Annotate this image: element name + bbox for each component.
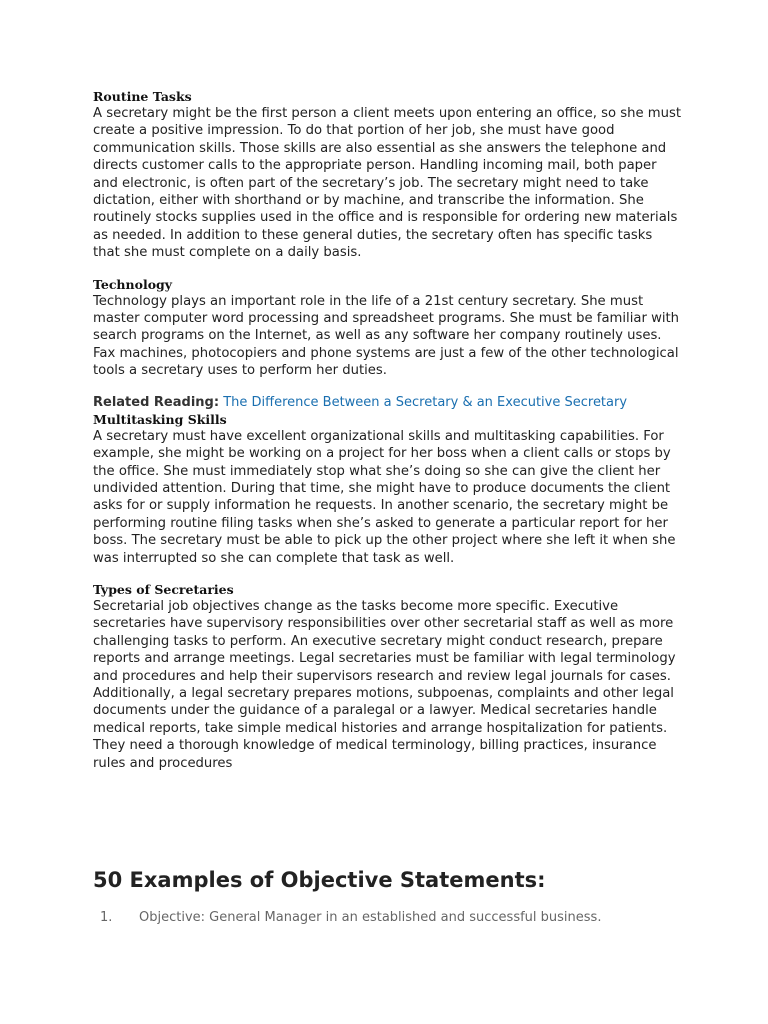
section-heading-technology: Technology [93, 276, 173, 292]
related-reading [93, 394, 683, 411]
spacer [93, 380, 683, 394]
related-reading-label: Related Reading: [93, 394, 220, 410]
article-body [93, 88, 683, 772]
section-heading-multitasking: Multitasking Skills [93, 411, 227, 427]
section-body-routine-tasks: A secretary might be the first person a client meets upon entering an office, so she must create a positive impression. To do that portion of her job, she must have good communication skills. Those skills are also essential as she answers the telephone and directs customer calls to the appropriate person. Handling incoming mail, both paper and electronic, is often part of the secretary’s job. The secretary might need to take dictation, either with shorthand or by machine, and transcribe the information. She routinely stocks supplies used in the office and is responsible for ordering new materials as needed. In addition to these general duties, the secretary often has specific tasks that she must complete on a daily basis. [93, 106, 682, 261]
section-body-types: Secretarial job objectives change as the tasks become more specific. Executive secretaries have supervisory responsibilities over other secretarial staff as well as more challenging tasks to perform. An executive secretary might conduct research, prepare reports and arrange meetings. Legal secretaries must be familiar with legal terminology and procedures and help their supervisors research and review legal journals for cases. Additionally, a legal secretary prepares motions, subpoenas, complaints and other legal documents under the guidance of a paralegal or a lawyer. Medical secretaries handle medical reports, take simple medical histories and arrange hospitalization for patients. They need a thorough knowledge of medical terminology, billing practices, insurance rules and procedures [93, 598, 676, 771]
section-body-technology: Technology plays an important role in the life of a 21st century secretary. She must master computer word processing and spreadsheet programs. She must be familiar with search programs on the Internet, as well as any software her company routinely uses. Fax machines, photocopiers and phone systems are just a few of the other technological tools a secretary uses to perform her duties. [93, 293, 680, 379]
objectives-list [93, 909, 601, 927]
list-item-text: Objective: General Manager in an established and successful business. [139, 910, 602, 925]
objectives-title: 50 Examples of Objective Statements: [93, 868, 546, 892]
section-body-multitasking: A secretary must have excellent organizational skills and multitasking capabilities. For example, she might be working on a project for her boss when a client calls or stops by the office. She must immediately stop what she’s doing so she can give the client her undivided attention. During that time, she might have to produce documents the client asks for or supply information he requests. In another scenario, the secretary might be performing routine filing tasks when she’s asked to generate a particular report for her boss. The secretary must be able to pick up the other project where she left it when she was interrupted so she can complete that task as well. [93, 428, 676, 566]
related-reading-link[interactable]: The Difference Between a Secretary & an Executive Secretary [223, 394, 628, 410]
section-heading-types: Types of Secretaries [93, 581, 234, 597]
list-item-number: 1. [100, 910, 113, 925]
spacer [93, 567, 683, 581]
section-heading-routine-tasks: Routine Tasks [93, 89, 192, 104]
list-item [93, 909, 601, 927]
spacer [93, 262, 683, 276]
